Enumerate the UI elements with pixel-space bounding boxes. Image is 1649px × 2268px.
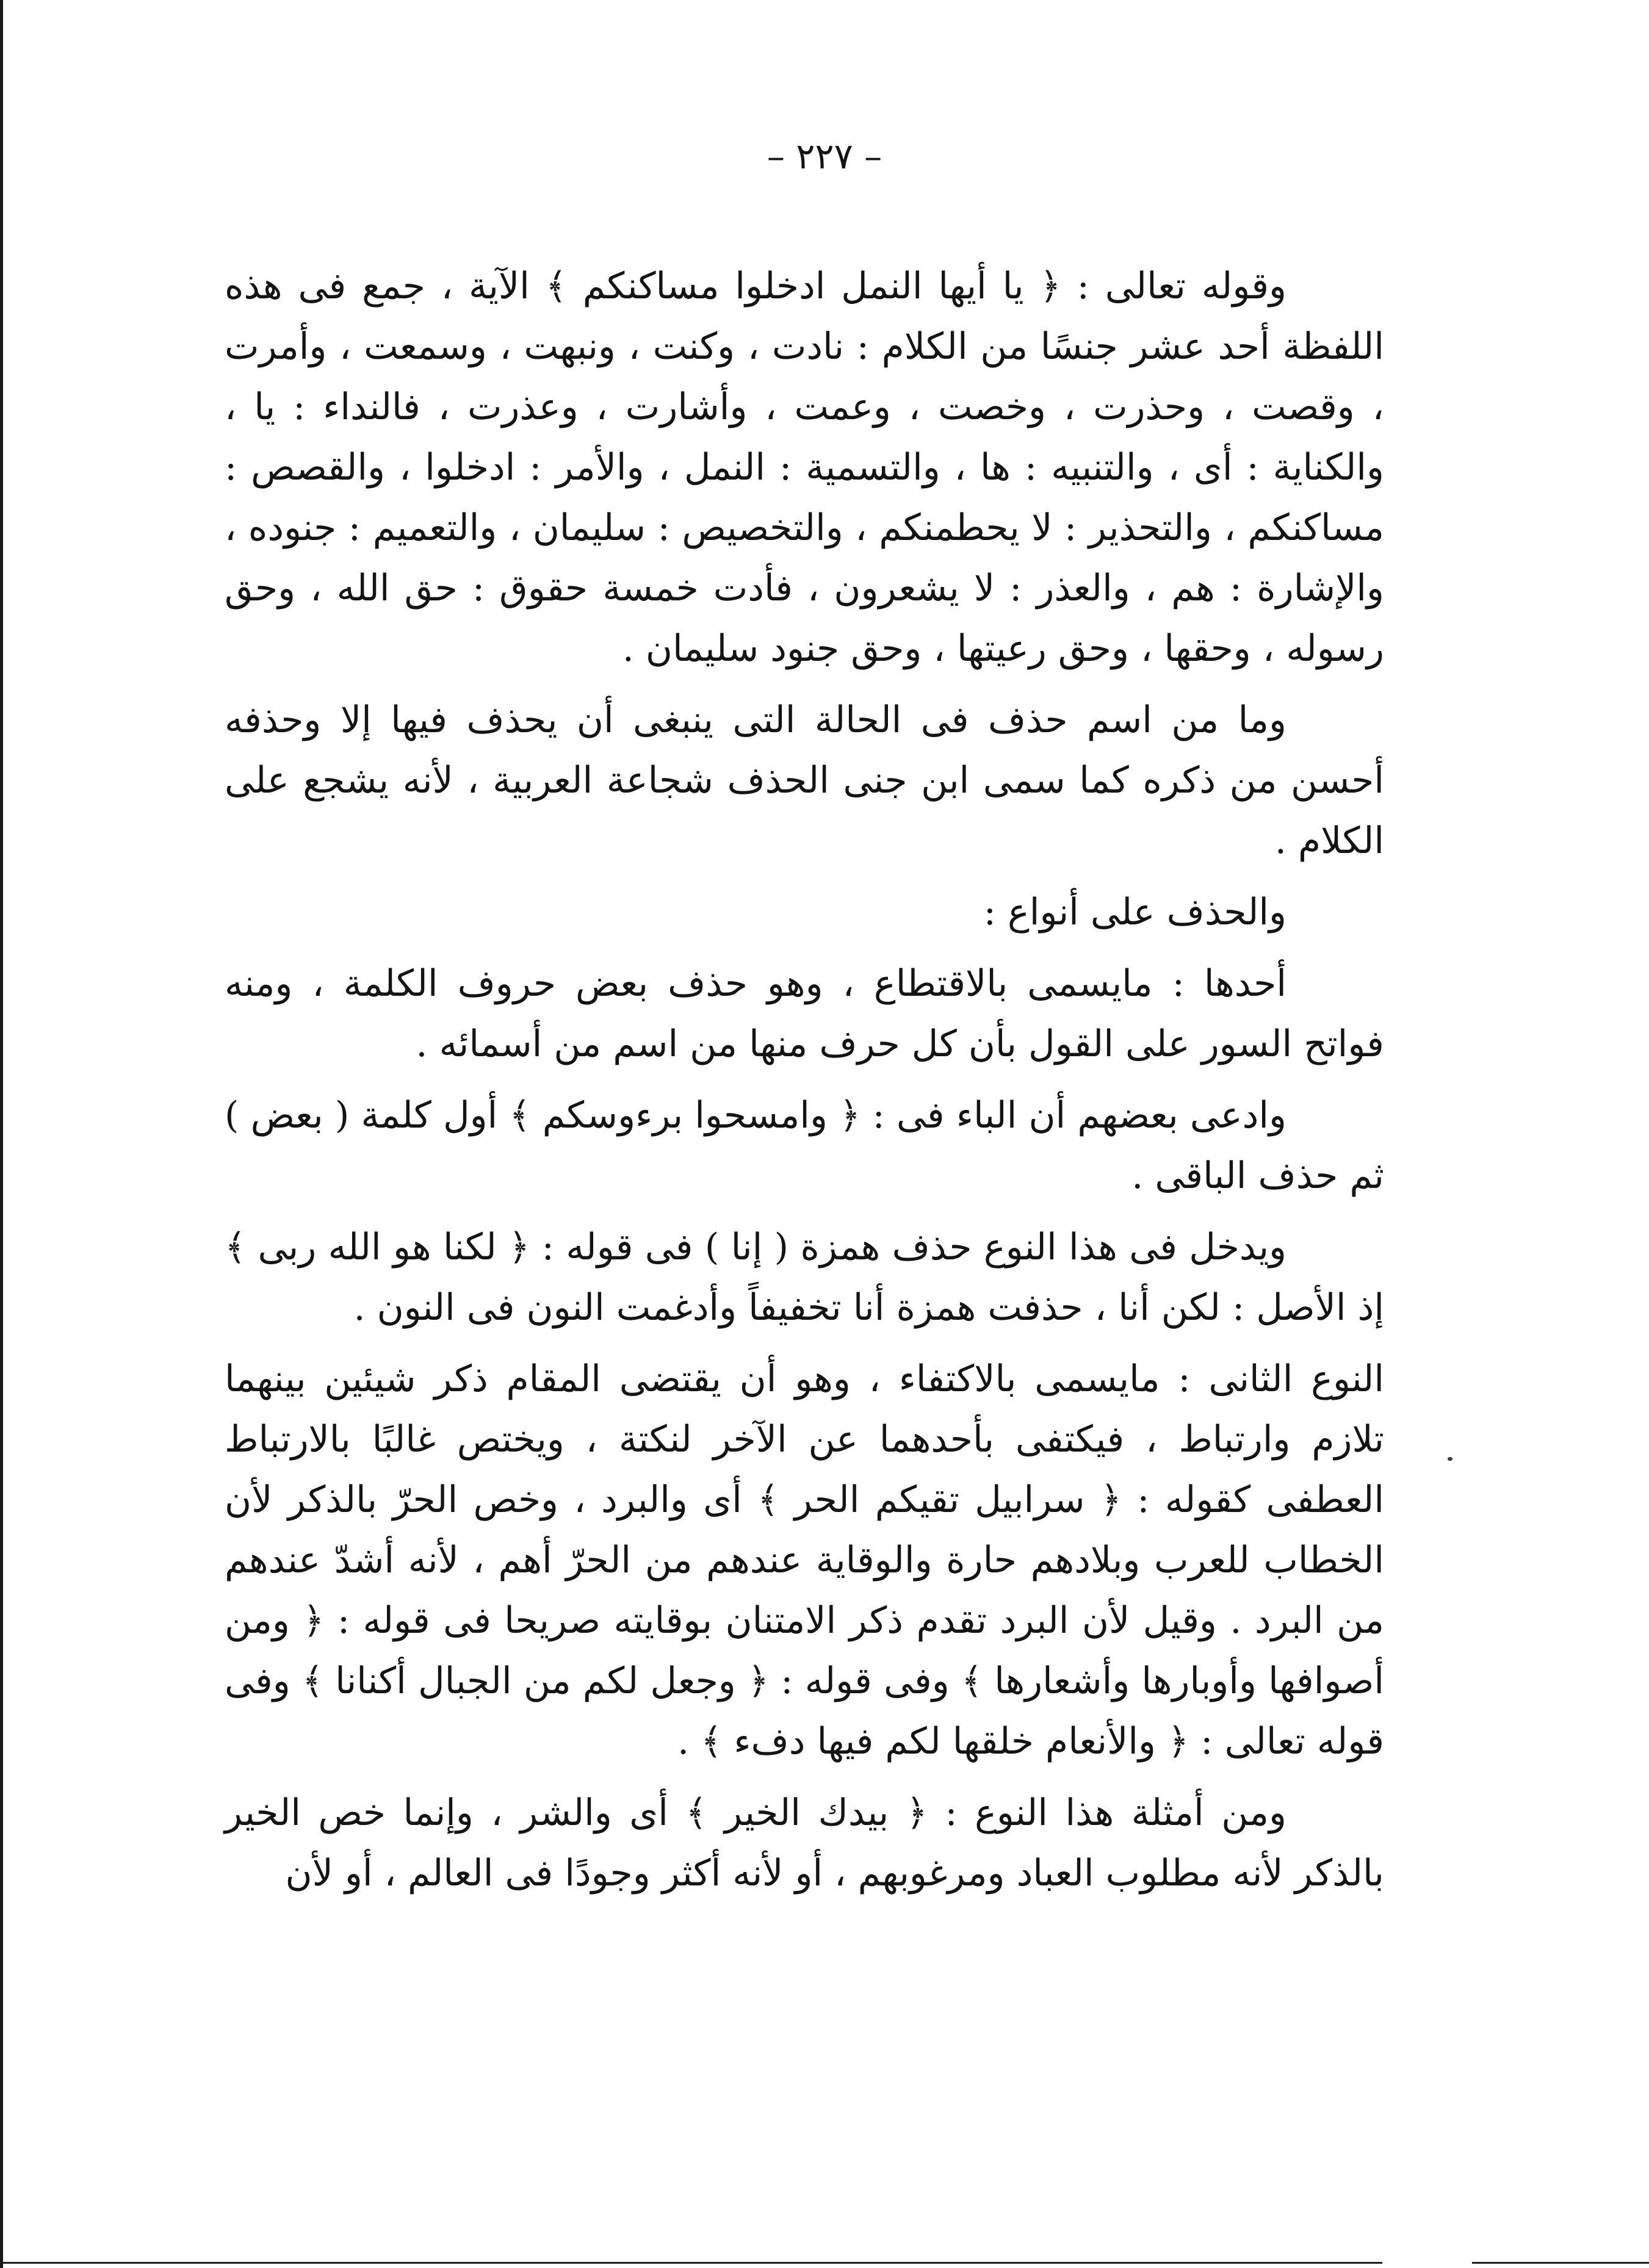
paragraph-type-one: أحدها : مايسمى بالاقتطاع ، وهو حذف بعض حروف الكلمة ، ومنه فواتح السور على القول بأن كل حرف منها من اسم من أسمائه . bbox=[225, 962, 1384, 1065]
paragraph-hamza-deletion: ويدخل فى هذا النوع حذف همزة ( إنا ) فى قوله : ﴿ لكنا هو الله ربى ﴾ إذ الأصل : لكن أنا ، حذفت همزة أنا تخفيفاً وأدغمت النون فى النون . bbox=[225, 1226, 1384, 1329]
paragraph-type-two: النوع الثانى : مايسمى بالاكتفاء ، وهو أن يقتضى المقام ذكر شيئين بينهما تلازم وارتباط ، فيكتفى بأحدهما عن الآخر لنكتة ، ويختص غالبًا بالارتباط العطفى كقوله : ﴿ سرابيل تقيكم الحر ﴾ أى والبرد ، وخص الحرّ بالذكر لأن الخطاب للعرب وبلادهم حارة والوقاية عندهم من الحرّ أهم ، لأنه أشدّ عندهم من البرد . وقيل لأن البرد تقدم ذكر الامتنان بوقايته صريحا فى قوله : ﴿ ومن أصوافها وأوبارها وأشعارها ﴾ وفى قوله : ﴿ وجعل لكم من الجبال أكنانا ﴾ وفى قوله تعالى : ﴿ والأنعام خلقها لكم فيها دفء ﴾ . bbox=[225, 1358, 1384, 1763]
scan-left-edge bbox=[0, 0, 3, 2268]
paragraph-ant-verse: وقوله تعالى : ﴿ يا أيها النمل ادخلوا مساكنكم ﴾ الآية ، جمع فى هذه اللفظة أحد عشر جنسًا من الكلام : نادت ، وكنت ، ونبهت ، وسمعت ، وأمرت ، وقصت ، وحذرت ، وخصت ، وعمت ، وأشارت ، وعذرت ، فالنداء : يا ، والكناية : أى ، والتنبيه : ها ، والتسمية : النمل ، والأمر : ادخلوا ، والقصص : مساكنكم ، والتحذير : لا يحطمنكم ، والتخصيص : سليمان ، والتعميم : جنوده ، والإشارة : هم ، والعذر : لا يشعرون ، فأدت خمسة حقوق : حق الله ، وحق رسوله ، وحقها ، وحق رعيتها ، وحق جنود سليمان . bbox=[225, 265, 1384, 670]
page-number: – ٢٢٧ – bbox=[767, 135, 882, 177]
bottom-edge-line-right bbox=[1472, 2262, 1649, 2264]
paragraph-ellipsis-types: والحذف على أنواع : bbox=[983, 891, 1286, 934]
paragraph-examples: ومن أمثلة هذا النوع : ﴿ بيدك الخير ﴾ أى والشر ، وإنما خص الخير بالذكر لأنه مطلوب العباد ومرغوبهم ، أو لأنه أكثر وجودًا فى العالم ، أو لأن bbox=[225, 1791, 1384, 1895]
paragraph-baa-claim: وادعى بعضهم أن الباء فى : ﴿ وامسحوا برءوسكم ﴾ أول كلمة ( بعض ) ثم حذف الباقى . bbox=[225, 1094, 1384, 1197]
body-text bbox=[225, 256, 1384, 1915]
bottom-edge-line bbox=[0, 2262, 1382, 2264]
paragraph-ellipsis-intro: وما من اسم حذف فى الحالة التى ينبغى أن يحذف فيها إلا وحذفه أحسن من ذكره كما سمى ابن جنى الحذف شجاعة العربية ، لأنه يشجع على الكلام . bbox=[225, 699, 1384, 862]
scan-speck bbox=[1448, 1457, 1452, 1461]
